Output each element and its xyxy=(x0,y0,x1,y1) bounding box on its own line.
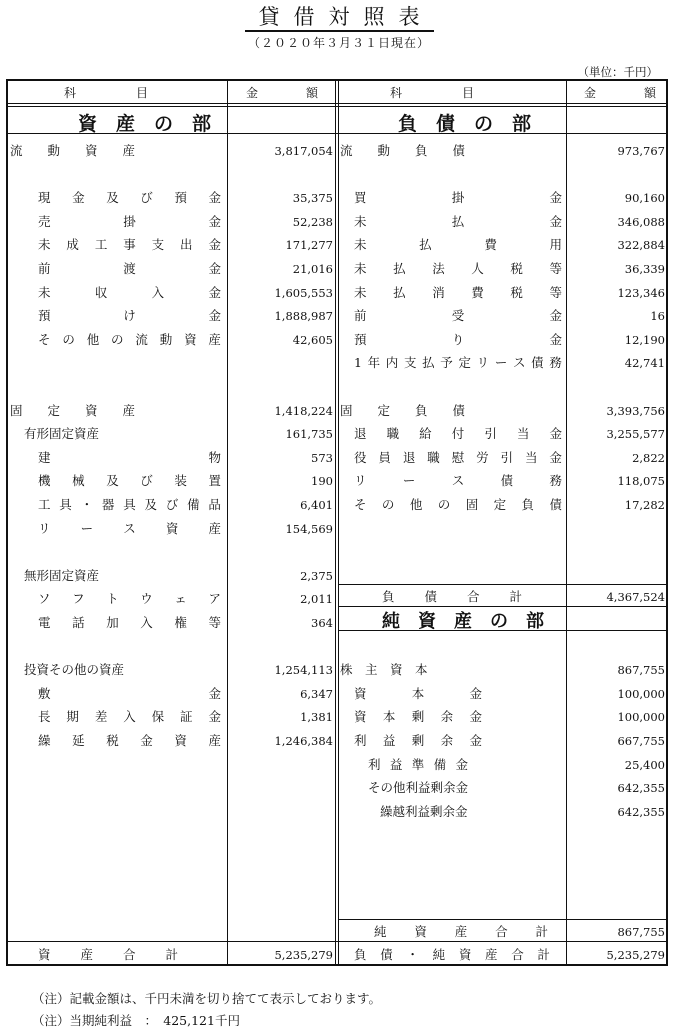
header-kamoku-right: 科 目 xyxy=(390,86,475,100)
row-amount: 12,190 xyxy=(624,332,665,347)
row-amount: 1,254,113 xyxy=(274,663,333,678)
row-amount: 118,075 xyxy=(617,474,665,489)
net-total-rule xyxy=(338,919,666,920)
row-amount: 346,088 xyxy=(617,214,665,229)
row-amount: 573 xyxy=(311,450,333,465)
liabilities-section-title: 負 債 の 部 xyxy=(398,113,532,135)
row-label: 利 益 剰 余 金 xyxy=(354,733,482,748)
row-label: 未 払 消 費 税 等 xyxy=(354,284,562,300)
row-label: 敷 金 xyxy=(38,685,221,701)
row-amount: 2,011 xyxy=(300,592,333,607)
row-amount: 322,884 xyxy=(617,238,665,253)
row-amount: 3,393,756 xyxy=(606,403,665,418)
row-label: 固 定 資 産 xyxy=(10,402,136,418)
row-amount: 867,755 xyxy=(617,925,665,939)
footnote: （注）記載金額は、千円未満を切り捨てて表示しております。 xyxy=(32,991,382,1006)
row-label: その他利益剰余金 xyxy=(368,780,469,796)
row-amount: 123,346 xyxy=(617,285,665,300)
row-label: 未 払 金 xyxy=(354,213,562,229)
header-kingaku-left: 金 額 xyxy=(246,86,319,100)
header-kingaku-right: 金 額 xyxy=(584,86,657,100)
assets-section-title: 資 産 の 部 xyxy=(78,113,212,135)
unit-label: （単位：千円） xyxy=(577,65,658,79)
row-label: 電 話 加 入 権 等 xyxy=(38,615,221,630)
row-label: 有形固定資産 xyxy=(24,426,100,442)
row-label: 未 払 法 人 税 等 xyxy=(354,261,562,276)
row-label: 1 年 内 支 払 予 定 リ ー ス 債 務 xyxy=(354,355,562,371)
row-amount: 667,755 xyxy=(617,734,665,748)
row-amount: 1,246,384 xyxy=(274,734,333,748)
center-divider xyxy=(335,81,339,964)
footnotes xyxy=(32,988,381,1032)
row-label: 前 渡 金 xyxy=(38,261,221,276)
row-label: 建 物 xyxy=(38,449,221,465)
row-amount: 42,605 xyxy=(292,332,333,347)
row-amount: 5,235,279 xyxy=(274,948,333,962)
row-label: 現 金 及 び 預 金 xyxy=(38,190,221,206)
row-amount: 2,822 xyxy=(632,450,665,465)
row-amount: 35,375 xyxy=(292,191,333,206)
header-rule xyxy=(8,106,666,107)
row-label: 預 り 金 xyxy=(354,331,562,347)
row-amount: 190 xyxy=(311,474,333,489)
row-label: 未 成 工 事 支 出 金 xyxy=(38,237,221,253)
row-label: 利 益 準 備 金 xyxy=(368,756,468,772)
row-label: 長 期 差 入 保 証 金 xyxy=(38,709,221,725)
header-rule xyxy=(8,103,666,104)
row-amount: 1,888,987 xyxy=(274,309,333,324)
row-label: リ ー ス 資 産 xyxy=(38,520,221,536)
row-amount: 161,735 xyxy=(285,427,333,442)
row-label: 負 債 合 計 xyxy=(382,589,522,604)
row-label: 退 職 給 付 引 当 金 xyxy=(354,426,562,442)
row-amount: 2,375 xyxy=(300,568,333,583)
balance-sheet-table xyxy=(6,79,668,966)
row-amount: 5,235,279 xyxy=(606,948,665,962)
row-label: 投資その他の資産 xyxy=(24,662,125,678)
row-label: 預 け 金 xyxy=(38,308,221,324)
row-label: 繰 延 税 金 資 産 xyxy=(38,733,221,748)
row-label: 資 産 合 計 xyxy=(38,947,178,962)
row-label: そ の 他 の 固 定 負 債 xyxy=(354,497,562,512)
row-label: 機 械 及 び 装 置 xyxy=(38,473,221,489)
row-amount: 4,367,524 xyxy=(606,590,665,604)
liab-total-rule-top xyxy=(338,584,666,585)
row-label: 未 収 入 金 xyxy=(38,284,221,300)
row-amount: 25,400 xyxy=(624,757,665,772)
row-amount: 6,347 xyxy=(300,686,333,701)
row-label: 未 払 費 用 xyxy=(354,237,562,253)
row-amount: 973,767 xyxy=(617,144,665,158)
row-label: 流 動 資 産 xyxy=(10,143,136,158)
row-amount: 21,016 xyxy=(292,262,333,276)
row-label: 役 員 退 職 慰 労 引 当 金 xyxy=(354,449,562,465)
row-label: 資 本 金 xyxy=(354,685,482,701)
row-label: 買 掛 金 xyxy=(354,190,562,206)
row-amount: 3,817,054 xyxy=(274,144,333,158)
row-amount: 6,401 xyxy=(300,498,333,512)
row-amount: 42,741 xyxy=(624,356,665,371)
row-amount: 52,238 xyxy=(292,214,333,229)
row-amount: 3,255,577 xyxy=(606,427,665,442)
row-label: 負 債 ・ 純 資 産 合 計 xyxy=(354,947,550,962)
header-kamoku-left: 科 目 xyxy=(64,86,149,100)
row-amount: 642,355 xyxy=(617,804,665,819)
row-amount: 16 xyxy=(650,309,665,324)
row-amount: 171,277 xyxy=(285,238,333,253)
row-amount: 642,355 xyxy=(617,781,665,796)
row-amount: 100,000 xyxy=(617,686,665,701)
row-label: 売 掛 金 xyxy=(38,213,221,229)
row-amount: 154,569 xyxy=(285,521,333,536)
row-amount: 100,000 xyxy=(617,710,665,725)
row-label: リ ー ス 債 務 xyxy=(354,473,562,489)
row-amount: 1,418,224 xyxy=(274,403,333,418)
row-label: 固 定 負 債 xyxy=(340,402,466,418)
row-label: 資 本 剰 余 金 xyxy=(354,709,482,725)
row-amount: 90,160 xyxy=(624,191,665,206)
row-amount: 867,755 xyxy=(617,663,665,678)
row-label: 繰越利益剰余金 xyxy=(380,803,468,819)
row-label: そ の 他 の 流 動 資 産 xyxy=(38,331,221,347)
row-amount: 17,282 xyxy=(624,498,665,512)
row-label: 工 具 ・ 器 具 及 び 備 品 xyxy=(38,497,221,512)
net-assets-section-title: 純 資 産 の 部 xyxy=(382,611,544,632)
row-label: 流 動 負 債 xyxy=(340,143,466,158)
row-amount: 364 xyxy=(311,616,333,630)
row-label: 前 受 金 xyxy=(354,308,562,324)
footnote: （注）当期純利益 ： 425,121千円 xyxy=(32,1013,240,1028)
row-label: ソ フ ト ウ ェ ア xyxy=(38,591,221,607)
document-title: 貸借対照表 xyxy=(0,4,678,32)
row-amount: 36,339 xyxy=(624,262,665,276)
row-label: 無形固定資産 xyxy=(24,567,100,583)
report-date: （２０２０年３月３１日現在） xyxy=(247,36,430,50)
row-amount: 1,605,553 xyxy=(274,285,333,300)
row-label: 純 資 産 合 計 xyxy=(374,924,548,939)
row-label: 株 主 資 本 xyxy=(340,662,428,678)
row-amount: 1,381 xyxy=(300,710,333,725)
